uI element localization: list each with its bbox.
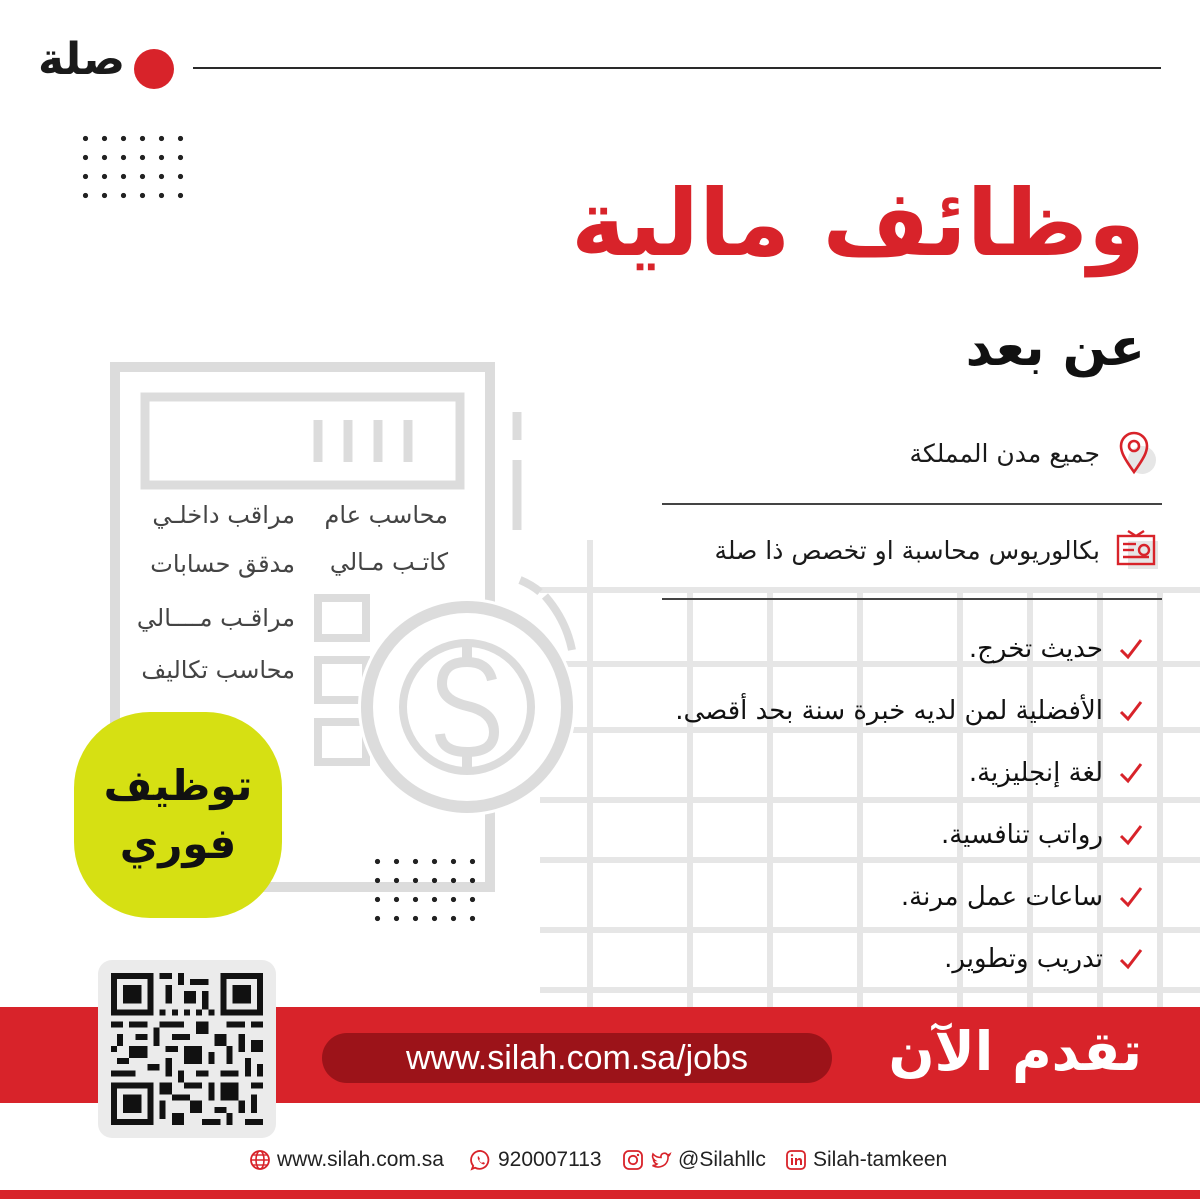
jobs-url-text: www.silah.com.sa/jobs bbox=[405, 1038, 748, 1077]
footer-social[interactable] bbox=[622, 1147, 766, 1173]
job-title: مراقب داخلـي bbox=[152, 501, 295, 529]
checkmark-icon bbox=[1117, 883, 1145, 911]
list-item bbox=[545, 928, 1145, 990]
bottom-accent-bar bbox=[0, 1190, 1200, 1199]
requirement-text: حديث تخرج. bbox=[968, 634, 1103, 664]
dot-pattern bbox=[76, 129, 196, 209]
logo-dot bbox=[134, 49, 174, 89]
page-subtitle: عن بعد bbox=[965, 318, 1145, 378]
list-item bbox=[545, 680, 1145, 742]
badge-line-2: فوري bbox=[119, 819, 237, 868]
social-handle-text: @Silahllc bbox=[678, 1148, 766, 1171]
requirement-text: رواتب تنافسية. bbox=[940, 820, 1103, 850]
location-pin-icon bbox=[1114, 430, 1160, 476]
checkmark-icon bbox=[1117, 759, 1145, 787]
globe-icon bbox=[249, 1149, 271, 1171]
list-item bbox=[545, 866, 1145, 928]
apply-now-text: تقدم الآن bbox=[888, 1020, 1142, 1083]
checkmark-icon bbox=[1117, 697, 1145, 725]
job-title: محاسب عام bbox=[324, 501, 448, 529]
checkmark-icon bbox=[1117, 945, 1145, 973]
badge-line-1: توظيف bbox=[103, 761, 253, 810]
twitter-icon bbox=[650, 1149, 672, 1171]
dot-pattern bbox=[368, 852, 488, 932]
linkedin-icon bbox=[785, 1149, 807, 1171]
footer-linkedin[interactable] bbox=[785, 1147, 947, 1173]
qr-code[interactable] bbox=[98, 960, 276, 1138]
header-divider bbox=[193, 67, 1161, 69]
job-title: محاسب تكاليف bbox=[141, 656, 295, 684]
footer-phone[interactable] bbox=[470, 1147, 602, 1173]
page-title: وظائف مالية bbox=[571, 170, 1145, 277]
certificate-icon bbox=[1114, 527, 1160, 573]
footer-website[interactable] bbox=[249, 1147, 444, 1173]
location-row bbox=[662, 423, 1160, 483]
website-text: www.silah.com.sa bbox=[277, 1148, 444, 1171]
whatsapp-icon bbox=[470, 1149, 492, 1171]
job-title: مدقق حسابات bbox=[150, 550, 295, 578]
degree-row bbox=[662, 520, 1160, 580]
checkmark-icon bbox=[1117, 821, 1145, 849]
list-item bbox=[545, 742, 1145, 804]
requirement-text: تدريب وتطوير. bbox=[944, 944, 1103, 974]
checkmark-icon bbox=[1117, 635, 1145, 663]
job-title: كاتـب مـالي bbox=[329, 548, 448, 576]
jobs-url-link[interactable] bbox=[322, 1033, 832, 1083]
divider bbox=[662, 503, 1162, 505]
job-title: مراقـب مــــالي bbox=[136, 604, 295, 632]
instagram-icon bbox=[622, 1149, 644, 1171]
divider bbox=[662, 598, 1162, 600]
requirements-list bbox=[545, 618, 1145, 990]
linkedin-text: Silah-tamkeen bbox=[813, 1148, 948, 1171]
requirement-text: ساعات عمل مرنة. bbox=[900, 882, 1103, 912]
list-item bbox=[545, 618, 1145, 680]
requirement-text: الأفضلية لمن لديه خبرة سنة بحد أقصى. bbox=[675, 696, 1103, 726]
requirement-text: لغة إنجليزية. bbox=[968, 758, 1103, 788]
qr-code-icon bbox=[111, 973, 263, 1125]
instant-hiring-badge bbox=[74, 712, 282, 918]
logo-text: صلة bbox=[38, 34, 126, 85]
location-text: جميع مدن المملكة bbox=[909, 438, 1100, 468]
list-item bbox=[545, 804, 1145, 866]
phone-text: 920007113 bbox=[498, 1148, 602, 1171]
degree-text: بكالوريوس محاسبة او تخصص ذا صلة bbox=[714, 535, 1100, 565]
